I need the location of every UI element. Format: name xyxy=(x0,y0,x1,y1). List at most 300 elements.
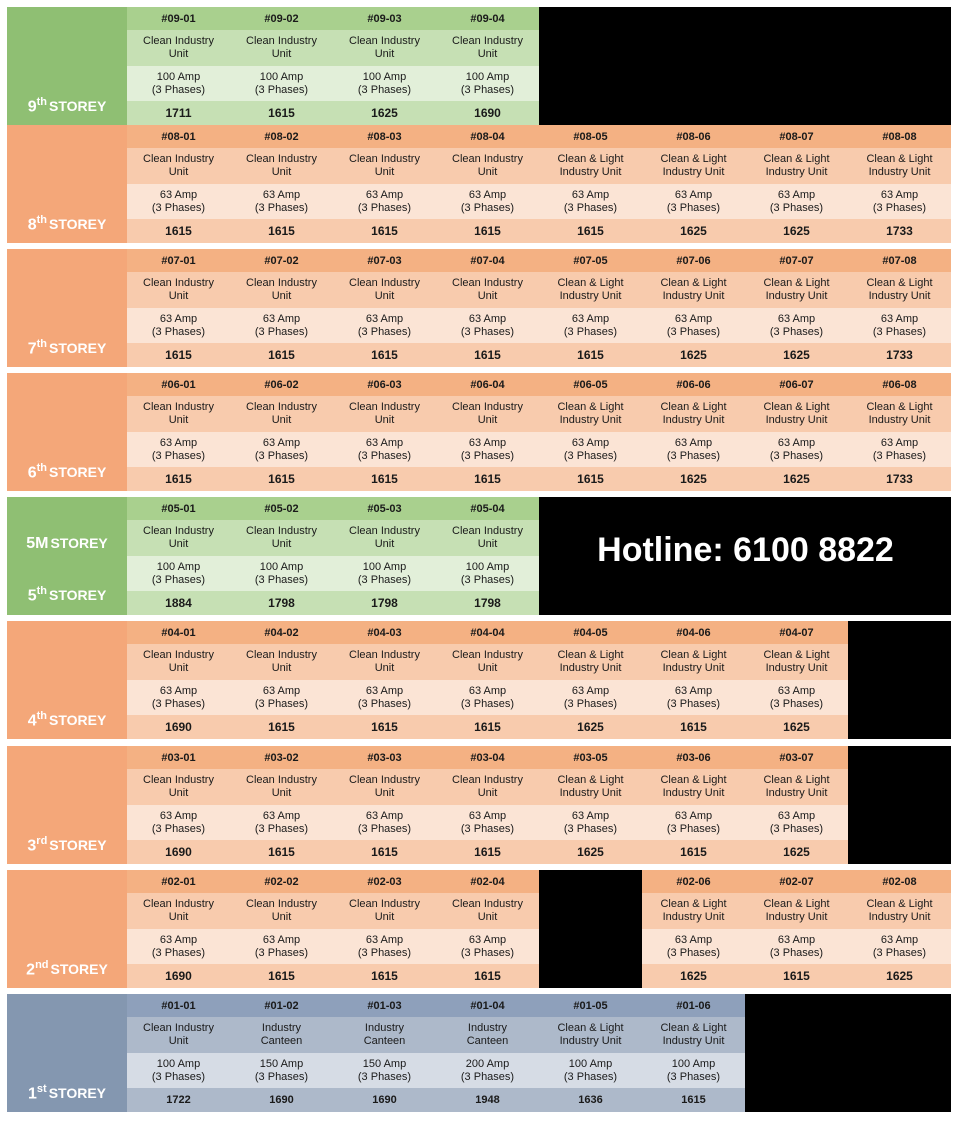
unit-power-cell xyxy=(333,66,436,101)
storey-name xyxy=(7,581,127,606)
unit-power-cell xyxy=(333,1053,436,1088)
unit-type-cell xyxy=(436,396,539,432)
unit-power-cell xyxy=(642,680,745,715)
unit-power-cell xyxy=(745,680,848,715)
unit-power-line: (3 Phases) xyxy=(666,1070,721,1083)
unit-area-cell: 1625 xyxy=(642,343,745,367)
storey-label-7 xyxy=(7,249,127,367)
unit-type-line: Unit xyxy=(271,662,292,674)
unit-type-line: Unit xyxy=(477,787,498,799)
unit-power-cell xyxy=(642,805,745,840)
unit-power-line: (3 Phases) xyxy=(563,201,618,214)
unit-type-line: Clean & Light xyxy=(660,153,727,165)
unit-power-line: 200 Amp xyxy=(465,1057,510,1070)
unit-id-cell: #09-02 xyxy=(230,7,333,30)
unit-area-cell: 1798 xyxy=(230,591,333,615)
storey-word: STOREY xyxy=(48,98,107,115)
unit-area-cell: 1636 xyxy=(539,1088,642,1112)
storey-number: 6 xyxy=(27,464,37,482)
unit-power-line: (3 Phases) xyxy=(563,325,618,338)
unit-type-cell xyxy=(539,396,642,432)
unit-area-cell: 1615 xyxy=(230,840,333,864)
storey-name xyxy=(7,92,127,117)
unit-power-line: 63 Amp xyxy=(468,312,507,325)
unit-type-line: Unit xyxy=(271,538,292,550)
unit-power-line: 63 Amp xyxy=(365,809,404,822)
unit-power-line: (3 Phases) xyxy=(563,697,618,710)
unit-power-line: 63 Amp xyxy=(571,188,610,201)
unit-power-line: (3 Phases) xyxy=(151,1070,206,1083)
unit-power-cell xyxy=(436,680,539,715)
unit-type-line: Clean & Light xyxy=(763,153,830,165)
unit-power-line: (3 Phases) xyxy=(666,449,721,462)
unit-power-line: 63 Amp xyxy=(468,933,507,946)
unit-power-cell xyxy=(230,184,333,219)
unit-power-line: (3 Phases) xyxy=(151,822,206,835)
unit-power-line: 63 Amp xyxy=(262,312,301,325)
unit-power-line: (3 Phases) xyxy=(666,325,721,338)
unit-type-cell xyxy=(745,396,848,432)
unit-power-line: (3 Phases) xyxy=(769,697,824,710)
unit-power-cell xyxy=(230,66,333,101)
unit-type-line: Clean Industry xyxy=(349,649,420,661)
unit-type-cell xyxy=(848,396,951,432)
unit-power-cell xyxy=(539,432,642,467)
unit-power-cell xyxy=(127,432,230,467)
unit-power-cell xyxy=(230,432,333,467)
storey-ordinal: th xyxy=(36,96,47,108)
unit-type-line: Industry Unit xyxy=(559,166,622,178)
unit-id-cell: #01-02 xyxy=(230,994,333,1017)
unit-power-line: (3 Phases) xyxy=(460,83,515,96)
unit-area-cell: 1615 xyxy=(230,467,333,491)
unit-power-line: 63 Amp xyxy=(571,312,610,325)
unit-type-line: Clean Industry xyxy=(349,153,420,165)
unit-power-line: 63 Amp xyxy=(674,188,713,201)
unit-id-cell: #06-03 xyxy=(333,373,436,396)
storey-number: 8 xyxy=(27,216,37,234)
unit-power-line: (3 Phases) xyxy=(872,325,927,338)
unit-area-cell: 1615 xyxy=(745,964,848,988)
unit-type-cell xyxy=(127,520,230,556)
unit-power-line: 100 Amp xyxy=(259,560,304,573)
unit-area-cell: 1625 xyxy=(848,964,951,988)
unit-power-line: (3 Phases) xyxy=(254,201,309,214)
unit-power-line: 63 Amp xyxy=(262,188,301,201)
unit-type-line: Unit xyxy=(374,166,395,178)
unit-type-line: Clean & Light xyxy=(660,649,727,661)
unit-power-line: (3 Phases) xyxy=(151,697,206,710)
unit-type-cell xyxy=(333,644,436,680)
unit-id-cell: #08-05 xyxy=(539,125,642,148)
unit-id-cell: #06-04 xyxy=(436,373,539,396)
storey-name xyxy=(7,706,127,731)
unit-type-line: Unit xyxy=(168,911,189,923)
unit-type-cell xyxy=(127,769,230,805)
unit-power-line: 63 Amp xyxy=(777,684,816,697)
unit-type-cell xyxy=(230,272,333,308)
storey-number: 9 xyxy=(27,98,37,116)
unit-power-line: (3 Phases) xyxy=(666,946,721,959)
unit-power-line: 63 Amp xyxy=(674,684,713,697)
unit-area-cell: 1690 xyxy=(333,1088,436,1112)
unit-area-cell: 1615 xyxy=(642,715,745,739)
storey-ordinal: rd xyxy=(36,835,48,847)
unit-power-line: 100 Amp xyxy=(671,1057,716,1070)
unit-type-line: Industry Unit xyxy=(868,166,931,178)
unit-power-line: (3 Phases) xyxy=(769,449,824,462)
storey-name xyxy=(7,210,127,235)
unit-power-line: 63 Amp xyxy=(880,933,919,946)
unit-type-line: Clean Industry xyxy=(246,649,317,661)
unit-power-line: (3 Phases) xyxy=(254,325,309,338)
unit-power-line: (3 Phases) xyxy=(151,325,206,338)
unit-type-cell xyxy=(848,893,951,929)
unit-power-cell xyxy=(745,184,848,219)
unit-id-cell: #07-03 xyxy=(333,249,436,272)
unit-id-cell: #06-02 xyxy=(230,373,333,396)
unit-id-cell: #07-01 xyxy=(127,249,230,272)
unit-power-line: 100 Amp xyxy=(156,70,201,83)
unit-power-line: 63 Amp xyxy=(159,188,198,201)
unit-power-cell xyxy=(745,432,848,467)
unit-area-cell: 1615 xyxy=(333,840,436,864)
unit-id-cell: #05-03 xyxy=(333,497,436,520)
unit-power-cell xyxy=(230,556,333,591)
unit-type-line: Industry Unit xyxy=(765,911,828,923)
unit-power-cell xyxy=(333,308,436,343)
storey-number: 5M xyxy=(26,535,49,552)
unit-power-line: (3 Phases) xyxy=(357,449,412,462)
unit-power-cell xyxy=(539,1053,642,1088)
unit-type-cell xyxy=(230,396,333,432)
unit-power-cell xyxy=(230,308,333,343)
storey-word: STOREY xyxy=(50,535,108,551)
unit-type-line: Unit xyxy=(168,538,189,550)
unit-power-line: (3 Phases) xyxy=(460,822,515,835)
unit-type-line: Clean Industry xyxy=(452,525,523,537)
storey-word: STOREY xyxy=(48,712,107,729)
storey-word: STOREY xyxy=(48,340,107,357)
unit-power-line: 150 Amp xyxy=(259,1057,304,1070)
unit-type-cell xyxy=(230,644,333,680)
unit-power-line: 63 Amp xyxy=(262,933,301,946)
unit-type-line: Clean & Light xyxy=(763,277,830,289)
unit-id-cell: #08-06 xyxy=(642,125,745,148)
unit-power-line: (3 Phases) xyxy=(254,946,309,959)
unit-type-line: Industry xyxy=(364,1022,405,1034)
unit-type-cell xyxy=(642,1017,745,1053)
blank-block xyxy=(540,497,951,615)
unit-power-line: (3 Phases) xyxy=(254,83,309,96)
unit-type-cell xyxy=(436,893,539,929)
unit-area-cell: 1733 xyxy=(848,343,951,367)
unit-power-line: 63 Amp xyxy=(571,436,610,449)
unit-power-line: 63 Amp xyxy=(777,188,816,201)
unit-id-cell: #06-07 xyxy=(745,373,848,396)
unit-type-line: Industry Unit xyxy=(765,290,828,302)
unit-type-line: Clean & Light xyxy=(557,774,624,786)
unit-area-cell: 1625 xyxy=(745,219,848,243)
unit-area-cell: 1733 xyxy=(848,219,951,243)
unit-id-cell: #02-02 xyxy=(230,870,333,893)
unit-id-cell: #02-03 xyxy=(333,870,436,893)
unit-type-line: Industry Unit xyxy=(662,1035,725,1047)
unit-power-cell xyxy=(436,432,539,467)
unit-area-cell: 1615 xyxy=(539,467,642,491)
unit-id-cell: #01-05 xyxy=(539,994,642,1017)
unit-type-line: Clean Industry xyxy=(246,35,317,47)
unit-type-line: Unit xyxy=(477,911,498,923)
unit-type-line: Clean & Light xyxy=(660,277,727,289)
unit-type-line: Canteen xyxy=(466,1035,509,1047)
storey-label-9 xyxy=(7,7,127,125)
unit-area-cell: 1798 xyxy=(333,591,436,615)
unit-id-cell: #02-06 xyxy=(642,870,745,893)
unit-type-cell xyxy=(436,644,539,680)
unit-power-cell xyxy=(230,680,333,715)
unit-type-cell xyxy=(436,272,539,308)
storey-label-3 xyxy=(7,746,127,864)
unit-type-line: Unit xyxy=(477,538,498,550)
unit-power-cell xyxy=(333,805,436,840)
unit-id-cell: #04-03 xyxy=(333,621,436,644)
unit-power-cell xyxy=(848,308,951,343)
unit-power-cell xyxy=(127,805,230,840)
unit-type-cell xyxy=(127,272,230,308)
unit-type-line: Clean & Light xyxy=(866,277,933,289)
unit-type-line: Clean & Light xyxy=(763,401,830,413)
storey-label-1 xyxy=(7,994,127,1112)
storey-number: 2 xyxy=(26,961,36,979)
unit-type-cell xyxy=(745,644,848,680)
unit-power-line: (3 Phases) xyxy=(666,201,721,214)
unit-type-line: Unit xyxy=(374,290,395,302)
unit-power-line: 100 Amp xyxy=(362,560,407,573)
unit-area-cell: 1711 xyxy=(127,101,230,125)
unit-type-line: Clean Industry xyxy=(246,153,317,165)
hotline-text: Hotline: 6100 8822 xyxy=(597,530,894,569)
unit-type-line: Industry Unit xyxy=(559,662,622,674)
unit-type-line: Clean Industry xyxy=(452,898,523,910)
unit-type-line: Industry Unit xyxy=(662,662,725,674)
storey-word: STOREY xyxy=(48,587,107,604)
unit-power-line: (3 Phases) xyxy=(460,449,515,462)
unit-area-cell: 1690 xyxy=(230,1088,333,1112)
unit-area-cell: 1615 xyxy=(127,343,230,367)
unit-power-line: 63 Amp xyxy=(159,684,198,697)
unit-id-cell: #03-02 xyxy=(230,746,333,769)
unit-power-cell xyxy=(848,184,951,219)
unit-id-cell: #08-02 xyxy=(230,125,333,148)
unit-type-cell xyxy=(127,30,230,66)
unit-power-line: 100 Amp xyxy=(465,70,510,83)
unit-power-line: 63 Amp xyxy=(880,312,919,325)
unit-power-line: (3 Phases) xyxy=(357,325,412,338)
unit-id-cell: #05-04 xyxy=(436,497,539,520)
unit-type-line: Clean Industry xyxy=(143,401,214,413)
unit-power-line: (3 Phases) xyxy=(254,1070,309,1083)
unit-area-cell: 1625 xyxy=(539,840,642,864)
unit-power-line: (3 Phases) xyxy=(460,573,515,586)
unit-power-line: 63 Amp xyxy=(159,933,198,946)
unit-type-line: Clean Industry xyxy=(452,774,523,786)
storey-name xyxy=(7,1079,127,1104)
unit-type-cell xyxy=(333,272,436,308)
unit-power-line: (3 Phases) xyxy=(563,449,618,462)
unit-type-line: Clean Industry xyxy=(452,35,523,47)
unit-id-cell: #03-03 xyxy=(333,746,436,769)
unit-power-line: 63 Amp xyxy=(468,809,507,822)
unit-type-line: Industry Unit xyxy=(662,290,725,302)
unit-area-cell: 1690 xyxy=(127,840,230,864)
unit-power-line: 63 Amp xyxy=(468,188,507,201)
unit-id-cell: #08-07 xyxy=(745,125,848,148)
unit-type-cell xyxy=(230,520,333,556)
unit-power-cell xyxy=(333,432,436,467)
unit-type-line: Clean Industry xyxy=(143,774,214,786)
unit-power-line: (3 Phases) xyxy=(460,946,515,959)
unit-type-line: Unit xyxy=(271,414,292,426)
storey-band-4 xyxy=(7,621,951,739)
unit-power-line: (3 Phases) xyxy=(254,573,309,586)
unit-type-line: Industry Unit xyxy=(765,787,828,799)
unit-power-line: (3 Phases) xyxy=(563,1070,618,1083)
unit-area-cell: 1625 xyxy=(745,840,848,864)
unit-id-cell: #04-04 xyxy=(436,621,539,644)
storey-word: STOREY xyxy=(50,961,108,978)
unit-type-cell xyxy=(436,769,539,805)
unit-type-cell xyxy=(333,396,436,432)
unit-area-cell: 1722 xyxy=(127,1088,230,1112)
unit-area-cell: 1615 xyxy=(642,1088,745,1112)
unit-id-cell: #04-01 xyxy=(127,621,230,644)
unit-type-line: Unit xyxy=(374,414,395,426)
unit-power-cell xyxy=(436,308,539,343)
unit-power-line: 63 Amp xyxy=(880,188,919,201)
unit-area-cell: 1690 xyxy=(436,101,539,125)
unit-type-line: Unit xyxy=(168,1035,189,1047)
storey-ordinal: nd xyxy=(35,959,49,971)
unit-power-cell xyxy=(230,929,333,964)
unit-power-line: (3 Phases) xyxy=(151,83,206,96)
storey-label-5 xyxy=(7,497,127,615)
unit-type-line: Clean & Light xyxy=(557,1022,624,1034)
unit-type-line: Unit xyxy=(168,414,189,426)
unit-power-line: (3 Phases) xyxy=(357,697,412,710)
unit-id-cell: #06-01 xyxy=(127,373,230,396)
unit-power-line: 63 Amp xyxy=(777,933,816,946)
unit-power-line: 63 Amp xyxy=(159,809,198,822)
unit-power-cell xyxy=(333,929,436,964)
unit-type-line: Clean Industry xyxy=(349,401,420,413)
unit-id-cell: #02-07 xyxy=(745,870,848,893)
unit-area-cell: 1948 xyxy=(436,1088,539,1112)
unit-type-cell xyxy=(642,148,745,184)
unit-area-cell: 1615 xyxy=(127,219,230,243)
unit-area-cell: 1625 xyxy=(745,467,848,491)
unit-power-cell xyxy=(436,184,539,219)
unit-power-line: (3 Phases) xyxy=(460,697,515,710)
unit-type-line: Clean & Light xyxy=(660,1022,727,1034)
unit-id-cell: #07-02 xyxy=(230,249,333,272)
unit-power-cell xyxy=(539,680,642,715)
unit-power-line: 63 Amp xyxy=(777,436,816,449)
unit-power-line: (3 Phases) xyxy=(151,946,206,959)
storey-word: STOREY xyxy=(49,837,107,854)
unit-power-line: (3 Phases) xyxy=(357,946,412,959)
unit-area-cell: 1690 xyxy=(127,964,230,988)
unit-area-cell: 1615 xyxy=(539,343,642,367)
unit-id-cell: #07-05 xyxy=(539,249,642,272)
unit-type-line: Clean Industry xyxy=(143,277,214,289)
unit-area-cell: 1798 xyxy=(436,591,539,615)
unit-area-cell: 1625 xyxy=(642,219,745,243)
unit-type-line: Unit xyxy=(374,787,395,799)
unit-power-cell xyxy=(127,556,230,591)
unit-type-cell xyxy=(230,1017,333,1053)
unit-type-line: Industry Unit xyxy=(868,414,931,426)
unit-id-cell: #08-08 xyxy=(848,125,951,148)
unit-id-cell: #03-01 xyxy=(127,746,230,769)
unit-power-line: 63 Amp xyxy=(571,809,610,822)
storey-word: STOREY xyxy=(48,1085,106,1102)
unit-type-cell xyxy=(848,272,951,308)
unit-power-line: 63 Amp xyxy=(365,933,404,946)
unit-power-cell xyxy=(436,1053,539,1088)
unit-power-cell xyxy=(127,184,230,219)
unit-area-cell: 1625 xyxy=(333,101,436,125)
unit-type-cell xyxy=(230,893,333,929)
unit-area-cell: 1625 xyxy=(642,467,745,491)
unit-type-cell xyxy=(127,644,230,680)
storey-name xyxy=(7,334,127,359)
unit-type-line: Industry Unit xyxy=(868,290,931,302)
unit-type-line: Clean Industry xyxy=(143,1022,214,1034)
unit-area-cell: 1690 xyxy=(127,715,230,739)
unit-power-line: 63 Amp xyxy=(365,188,404,201)
unit-type-line: Clean & Light xyxy=(660,401,727,413)
unit-power-line: (3 Phases) xyxy=(357,201,412,214)
storey-name xyxy=(7,831,127,856)
unit-power-line: 100 Amp xyxy=(362,70,407,83)
unit-id-cell: #08-01 xyxy=(127,125,230,148)
unit-type-line: Clean & Light xyxy=(763,898,830,910)
unit-type-cell xyxy=(127,1017,230,1053)
unit-type-line: Clean Industry xyxy=(349,525,420,537)
storey-word: STOREY xyxy=(48,464,107,481)
unit-type-line: Clean Industry xyxy=(143,525,214,537)
unit-power-cell xyxy=(127,1053,230,1088)
unit-power-cell xyxy=(230,1053,333,1088)
unit-area-cell: 1615 xyxy=(230,101,333,125)
unit-type-cell xyxy=(436,148,539,184)
storey-ordinal: th xyxy=(36,462,47,474)
unit-type-line: Clean & Light xyxy=(557,401,624,413)
unit-area-cell: 1615 xyxy=(436,343,539,367)
storey-ordinal: th xyxy=(36,338,47,350)
unit-id-cell: #04-06 xyxy=(642,621,745,644)
storey-label-8 xyxy=(7,125,127,243)
unit-type-line: Unit xyxy=(271,290,292,302)
unit-type-cell xyxy=(745,893,848,929)
unit-type-line: Unit xyxy=(477,290,498,302)
unit-power-line: 63 Amp xyxy=(365,312,404,325)
unit-type-line: Clean Industry xyxy=(349,898,420,910)
unit-power-cell xyxy=(333,556,436,591)
unit-type-cell xyxy=(333,769,436,805)
unit-type-cell xyxy=(333,893,436,929)
